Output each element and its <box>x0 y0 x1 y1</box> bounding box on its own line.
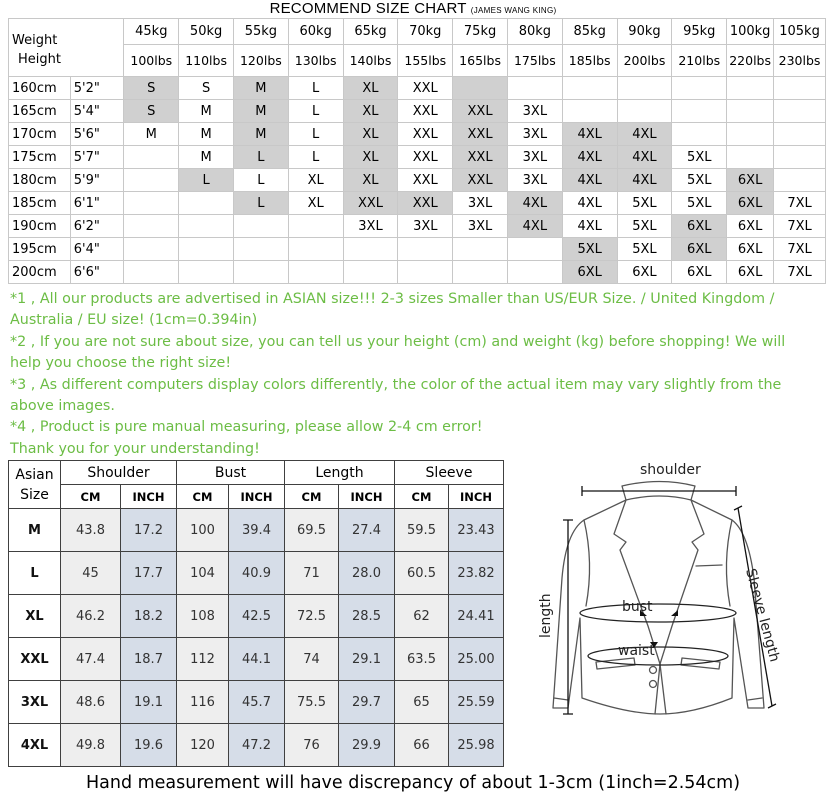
size-cell <box>233 238 288 261</box>
measure-value-cell: 18.7 <box>121 638 177 681</box>
measure-value-cell: 24.41 <box>449 595 504 638</box>
size-cell: 4XL <box>617 123 672 146</box>
measure-value-cell: 19.1 <box>121 681 177 724</box>
measure-value-cell: 74 <box>285 638 339 681</box>
measurement-table <box>8 460 504 767</box>
size-cell: 5XL <box>672 192 727 215</box>
measure-row <box>9 552 504 595</box>
size-cell: XL <box>288 192 343 215</box>
size-cell <box>672 77 727 100</box>
measure-value-cell: 48.6 <box>61 681 121 724</box>
height-row <box>9 146 826 169</box>
weight-lbs-cell: 200lbs <box>617 45 672 77</box>
size-cell <box>562 100 617 123</box>
measure-row <box>9 724 504 767</box>
size-cell <box>343 261 398 284</box>
measure-value-cell: 25.98 <box>449 724 504 767</box>
size-cell: XL <box>288 169 343 192</box>
size-cell: 3XL <box>507 123 562 146</box>
size-cell: 6XL <box>672 261 727 284</box>
height-ft-cell: 6'1" <box>70 192 124 215</box>
weight-kg-cell: 70kg <box>398 19 453 45</box>
height-ft-cell: 5'6" <box>70 123 124 146</box>
size-cell: 7XL <box>774 192 826 215</box>
size-cell: XXL <box>398 146 453 169</box>
measure-value-cell: 59.5 <box>395 509 449 552</box>
measure-row <box>9 595 504 638</box>
weight-kg-cell: 45kg <box>124 19 179 45</box>
size-cell <box>398 261 453 284</box>
measure-value-cell: 43.8 <box>61 509 121 552</box>
height-cm-cell: 175cm <box>9 146 71 169</box>
size-cell: 5XL <box>617 238 672 261</box>
height-row <box>9 261 826 284</box>
size-cell <box>288 215 343 238</box>
size-cell <box>398 238 453 261</box>
weight-kg-cell: 90kg <box>617 19 672 45</box>
size-cell: XXL <box>453 146 508 169</box>
height-row <box>9 169 826 192</box>
height-ft-cell: 6'2" <box>70 215 124 238</box>
measure-value-cell: 25.59 <box>449 681 504 724</box>
bust-label: bust <box>622 599 653 615</box>
size-cell: 3XL <box>453 215 508 238</box>
height-ft-cell: 5'7" <box>70 146 124 169</box>
height-row <box>9 192 826 215</box>
jacket-button-1 <box>650 667 657 674</box>
weight-kg-cell: 85kg <box>562 19 617 45</box>
size-cell: 6XL <box>617 261 672 284</box>
size-cell <box>124 169 179 192</box>
height-ft-cell: 6'6" <box>70 261 124 284</box>
size-cell: 6XL <box>727 261 774 284</box>
measure-row <box>9 681 504 724</box>
size-cell <box>453 261 508 284</box>
height-cm-cell: 170cm <box>9 123 71 146</box>
size-cell: S <box>124 77 179 100</box>
size-cell: S <box>179 77 234 100</box>
footer-note: Hand measurement will have discrepancy of about 1-3cm (1inch=2.54cm) <box>85 773 741 793</box>
size-cell <box>562 77 617 100</box>
weight-lbs-cell: 120lbs <box>233 45 288 77</box>
measure-value-cell: 40.9 <box>229 552 285 595</box>
measure-size-cell: M <box>9 509 61 552</box>
size-cell <box>672 100 727 123</box>
size-cell: XXL <box>398 192 453 215</box>
size-cell: L <box>233 169 288 192</box>
size-cell <box>233 261 288 284</box>
size-cell: 3XL <box>507 169 562 192</box>
measure-value-cell: 47.2 <box>229 724 285 767</box>
weight-lbs-cell: 155lbs <box>398 45 453 77</box>
measure-value-cell: 65 <box>395 681 449 724</box>
measure-size-cell: 3XL <box>9 681 61 724</box>
measure-value-cell: 29.1 <box>339 638 395 681</box>
weight-lbs-row <box>9 45 826 77</box>
size-cell: 7XL <box>774 238 826 261</box>
size-cell <box>288 261 343 284</box>
measure-value-cell: 45 <box>61 552 121 595</box>
measure-value-cell: 17.2 <box>121 509 177 552</box>
weight-height-header <box>9 19 124 77</box>
height-ft-cell: 5'9" <box>70 169 124 192</box>
weight-kg-cell: 65kg <box>343 19 398 45</box>
height-label: Height <box>18 51 61 67</box>
size-cell: 5XL <box>672 146 727 169</box>
size-cell: 5XL <box>617 215 672 238</box>
unit-inch-header: INCH <box>121 485 177 509</box>
size-cell <box>774 100 826 123</box>
measure-value-cell: 44.1 <box>229 638 285 681</box>
measure-value-cell: 72.5 <box>285 595 339 638</box>
size-cell: XXL <box>453 100 508 123</box>
height-cm-cell: 160cm <box>9 77 71 100</box>
size-cell: XXL <box>453 169 508 192</box>
size-cell: M <box>233 123 288 146</box>
size-cell: XXL <box>343 192 398 215</box>
size-cell <box>124 192 179 215</box>
note-4: *4 , Product is pure manual measuring, please allow 2-4 cm error! <box>10 419 483 436</box>
unit-inch-header: INCH <box>449 485 504 509</box>
weight-kg-cell: 50kg <box>179 19 234 45</box>
size-cell <box>179 192 234 215</box>
size-cell: L <box>288 146 343 169</box>
size-cell: XXL <box>398 169 453 192</box>
unit-cm-header: CM <box>395 485 449 509</box>
measure-value-cell: 19.6 <box>121 724 177 767</box>
size-cell <box>288 238 343 261</box>
measure-value-cell: 25.00 <box>449 638 504 681</box>
measure-value-cell: 29.9 <box>339 724 395 767</box>
size-cell <box>124 146 179 169</box>
size-cell: L <box>288 123 343 146</box>
note-3: *3 , As different computers display colors differently, the color of the actual item may vary slightly from the above images. <box>10 376 782 415</box>
size-cell: 6XL <box>672 215 727 238</box>
size-cell: 3XL <box>343 215 398 238</box>
size-cell <box>617 77 672 100</box>
measure-size-cell: L <box>9 552 61 595</box>
measure-value-cell: 63.5 <box>395 638 449 681</box>
size-cell: 7XL <box>774 215 826 238</box>
height-cm-cell: 185cm <box>9 192 71 215</box>
unit-cm-header: CM <box>61 485 121 509</box>
size-cell: M <box>179 100 234 123</box>
jacket-lapel-left <box>614 500 660 664</box>
size-cell <box>124 238 179 261</box>
measure-value-cell: 60.5 <box>395 552 449 595</box>
measure-value-cell: 46.2 <box>61 595 121 638</box>
unit-cm-header: CM <box>285 485 339 509</box>
size-cell: M <box>124 123 179 146</box>
measure-unit-row <box>9 485 504 509</box>
measure-value-cell: 29.7 <box>339 681 395 724</box>
size-cell <box>774 123 826 146</box>
height-row <box>9 238 826 261</box>
weight-kg-cell: 100kg <box>727 19 774 45</box>
height-ft-cell: 5'2" <box>70 77 124 100</box>
size-cell <box>453 77 508 100</box>
size-cell: 4XL <box>562 169 617 192</box>
size-cell: 6XL <box>727 192 774 215</box>
weight-lbs-cell: 220lbs <box>727 45 774 77</box>
measure-value-cell: 39.4 <box>229 509 285 552</box>
measure-value-cell: 66 <box>395 724 449 767</box>
height-ft-cell: 5'4" <box>70 100 124 123</box>
measure-value-cell: 49.8 <box>61 724 121 767</box>
size-cell: 6XL <box>672 238 727 261</box>
weight-kg-cell: 55kg <box>233 19 288 45</box>
measure-value-cell: 112 <box>177 638 229 681</box>
size-cell <box>179 261 234 284</box>
measure-value-cell: 28.5 <box>339 595 395 638</box>
shoulder-label: shoulder <box>640 462 701 478</box>
size-cell: L <box>233 192 288 215</box>
measure-value-cell: 69.5 <box>285 509 339 552</box>
size-cell <box>233 215 288 238</box>
measure-value-cell: 104 <box>177 552 229 595</box>
unit-inch-header: INCH <box>229 485 285 509</box>
measure-value-cell: 17.7 <box>121 552 177 595</box>
size-cell <box>507 261 562 284</box>
size-cell <box>727 77 774 100</box>
size-cell: M <box>179 123 234 146</box>
size-cell: 5XL <box>617 192 672 215</box>
size-cell <box>124 261 179 284</box>
height-row <box>9 100 826 123</box>
size-cell: M <box>233 100 288 123</box>
size-cell: M <box>179 146 234 169</box>
size-cell: L <box>288 77 343 100</box>
measure-group-header: Length <box>285 461 395 485</box>
size-cell: XL <box>343 169 398 192</box>
unit-cm-header: CM <box>177 485 229 509</box>
jacket-diagram <box>510 458 822 766</box>
size-cell <box>672 123 727 146</box>
height-row <box>9 77 826 100</box>
weight-kg-row <box>9 19 826 45</box>
measure-value-cell: 23.43 <box>449 509 504 552</box>
size-cell <box>453 238 508 261</box>
size-cell: 4XL <box>562 215 617 238</box>
measure-row <box>9 638 504 681</box>
measure-group-header: Bust <box>177 461 285 485</box>
measure-value-cell: 108 <box>177 595 229 638</box>
size-cell: M <box>233 77 288 100</box>
chart-title-text: RECOMMEND SIZE CHART <box>269 0 467 17</box>
measure-size-cell: XXL <box>9 638 61 681</box>
measure-value-cell: 71 <box>285 552 339 595</box>
weight-lbs-cell: 130lbs <box>288 45 343 77</box>
size-cell <box>124 215 179 238</box>
measure-value-cell: 18.2 <box>121 595 177 638</box>
size-cell: 3XL <box>398 215 453 238</box>
size-cell: 4XL <box>617 146 672 169</box>
size-cell: 4XL <box>562 146 617 169</box>
height-cm-cell: 165cm <box>9 100 71 123</box>
size-cell: L <box>179 169 234 192</box>
size-cell: XXL <box>398 123 453 146</box>
measure-header-row <box>9 461 504 485</box>
size-label: Size <box>20 486 49 503</box>
sleeve-length-label: Sleeve length <box>742 566 783 664</box>
size-cell <box>617 100 672 123</box>
weight-kg-cell: 95kg <box>672 19 727 45</box>
unit-inch-header: INCH <box>339 485 395 509</box>
size-cell: 6XL <box>562 261 617 284</box>
weight-lbs-cell: 230lbs <box>774 45 826 77</box>
size-cell <box>727 100 774 123</box>
note-5: Thank you for your understanding! <box>10 440 260 457</box>
size-cell <box>727 146 774 169</box>
size-cell: 6XL <box>727 215 774 238</box>
brand-label: (JAMES WANG KING) <box>470 6 557 15</box>
size-cell: L <box>233 146 288 169</box>
length-label: length <box>538 593 554 638</box>
note-1: *1 , All our products are advertised in ASIAN size!!! 2-3 sizes Smaller than US/EUR Size. / United Kingdom / Australia / EU size! (1cm=0.394in) <box>10 291 775 329</box>
measure-value-cell: 100 <box>177 509 229 552</box>
measure-size-cell: XL <box>9 595 61 638</box>
weight-lbs-cell: 110lbs <box>179 45 234 77</box>
measure-group-header: Shoulder <box>61 461 177 485</box>
waist-label: waist <box>618 643 655 659</box>
weight-label: Weight <box>12 32 58 48</box>
jacket-button-2 <box>650 681 657 688</box>
size-cell <box>507 77 562 100</box>
size-cell <box>507 238 562 261</box>
height-row <box>9 215 826 238</box>
size-cell <box>774 146 826 169</box>
size-cell: XXL <box>453 123 508 146</box>
size-cell: 4XL <box>562 123 617 146</box>
height-cm-cell: 200cm <box>9 261 71 284</box>
measure-value-cell: 27.4 <box>339 509 395 552</box>
size-cell: XXL <box>398 100 453 123</box>
height-cm-cell: 195cm <box>9 238 71 261</box>
weight-lbs-cell: 175lbs <box>507 45 562 77</box>
measure-value-cell: 45.7 <box>229 681 285 724</box>
size-cell: 3XL <box>507 146 562 169</box>
weight-lbs-cell: 100lbs <box>124 45 179 77</box>
size-cell: 4XL <box>617 169 672 192</box>
size-cell: S <box>124 100 179 123</box>
chart-title <box>0 0 826 18</box>
height-cm-cell: 180cm <box>9 169 71 192</box>
size-cell <box>343 238 398 261</box>
weight-lbs-cell: 140lbs <box>343 45 398 77</box>
size-cell: 6XL <box>727 169 774 192</box>
measure-value-cell: 76 <box>285 724 339 767</box>
bust-ellipse <box>580 604 736 622</box>
size-cell: 5XL <box>672 169 727 192</box>
height-ft-cell: 6'4" <box>70 238 124 261</box>
size-cell: XL <box>343 146 398 169</box>
measure-value-cell: 47.4 <box>61 638 121 681</box>
measure-value-cell: 120 <box>177 724 229 767</box>
measure-value-cell: 62 <box>395 595 449 638</box>
height-cm-cell: 190cm <box>9 215 71 238</box>
size-cell <box>774 77 826 100</box>
height-row <box>9 123 826 146</box>
size-cell: 5XL <box>562 238 617 261</box>
note-2: *2 , If you are not sure about size, you can tell us your height (cm) and weight (kg) before shopping! We will help you choose the right size! <box>10 333 786 372</box>
size-cell: XXL <box>398 77 453 100</box>
measure-value-cell: 23.82 <box>449 552 504 595</box>
size-cell: L <box>288 100 343 123</box>
weight-kg-cell: 60kg <box>288 19 343 45</box>
weight-kg-cell: 75kg <box>453 19 508 45</box>
size-cell: XL <box>343 123 398 146</box>
measure-group-header: Sleeve <box>395 461 504 485</box>
size-cell <box>727 123 774 146</box>
measure-value-cell: 75.5 <box>285 681 339 724</box>
size-cell: 4XL <box>507 192 562 215</box>
notes <box>10 289 820 460</box>
size-cell <box>774 169 826 192</box>
weight-lbs-cell: 210lbs <box>672 45 727 77</box>
weight-lbs-cell: 185lbs <box>562 45 617 77</box>
recommend-size-table <box>8 18 826 284</box>
weight-kg-cell: 80kg <box>507 19 562 45</box>
size-cell: 4XL <box>507 215 562 238</box>
weight-kg-cell: 105kg <box>774 19 826 45</box>
size-cell <box>179 238 234 261</box>
size-cell: 6XL <box>727 238 774 261</box>
asian-label: Asian <box>15 466 54 483</box>
measure-size-cell: 4XL <box>9 724 61 767</box>
size-cell: 7XL <box>774 261 826 284</box>
weight-lbs-cell: 165lbs <box>453 45 508 77</box>
size-cell <box>179 215 234 238</box>
size-cell: 4XL <box>562 192 617 215</box>
measure-row <box>9 509 504 552</box>
size-cell: 3XL <box>507 100 562 123</box>
jacket-lapel-right <box>660 500 704 664</box>
size-cell: XL <box>343 100 398 123</box>
size-cell: 3XL <box>453 192 508 215</box>
measure-value-cell: 116 <box>177 681 229 724</box>
size-cell: XL <box>343 77 398 100</box>
measure-value-cell: 28.0 <box>339 552 395 595</box>
measure-value-cell: 42.5 <box>229 595 285 638</box>
asian-size-header <box>9 461 61 509</box>
